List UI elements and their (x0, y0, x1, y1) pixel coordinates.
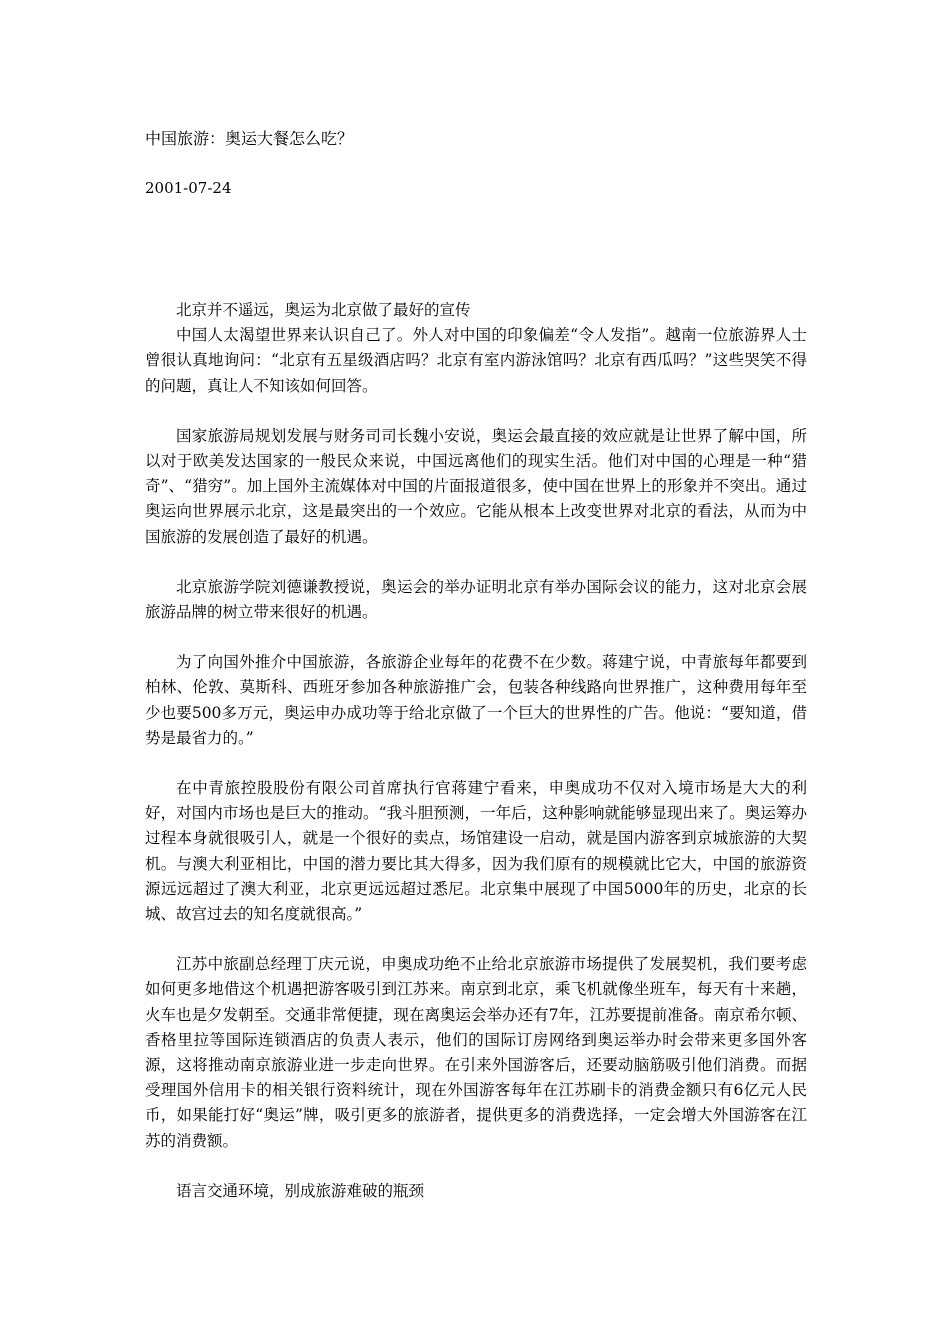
article-body (145, 298, 807, 1204)
article-date: 2001-07-24 (145, 179, 232, 197)
article-title: 中国旅游：奥运大餐怎么吃？ (145, 129, 354, 148)
section-heading-1: 北京并不遥远，奥运为北京做了最好的宣传 (176, 301, 471, 319)
body-paragraph: 北京旅游学院刘德谦教授说，奥运会的举办证明北京有举办国际会议的能力，这对北京会展旅游品牌的树立带来很好的机遇。 (145, 577, 807, 622)
body-paragraph: 江苏中旅副总经理丁庆元说，申奥成功绝不止给北京旅游市场提供了发展契机，我们要考虑如何更多地借这个机遇把游客吸引到江苏来。南京到北京，乘飞机就像坐班车，每天有十来趟，火车也是夕发朝至。交通非常便捷，现在离奥运会举办还有7年，江苏要提前准备。南京希尔顿、香格里拉等国际连锁酒店的负责人表示，他们的国际订房网络到奥运举办时会带来更多国外客源，这将推动南京旅游业进一步走向世界。在引来外国游客后，还要动脑筋吸引他们消费。而据受理国外信用卡的相关银行资料统计，现在外国游客每年在江苏刷卡的消费金额只有6亿元人民币，如果能打好“奥运”牌，吸引更多的旅游者，提供更多的消费选择，一定会增大外国游客在江苏的消费额。 (145, 955, 807, 1150)
body-paragraph: 为了向国外推介中国旅游，各旅游企业每年的花费不在少数。蒋建宁说，中青旅每年都要到柏林、伦敦、莫斯科、西班牙参加各种旅游推广会，包装各种线路向世界推广，这种费用每年至少也要500多万元，奥运申办成功等于给北京做了一个巨大的世界性的广告。他说：“要知道，借势是最省力的。” (145, 653, 807, 747)
section-heading-2: 语言交通环境，别成旅游难破的瓶颈 (176, 1181, 425, 1200)
body-paragraph: 中国人太渴望世界来认识自己了。外人对中国的印象偏差“令人发指”。越南一位旅游界人士曾很认真地询问：“北京有五星级酒店吗？北京有室内游泳馆吗？北京有西瓜吗？”这些哭笑不得的问题，真让人不知该如何回答。 (145, 326, 807, 395)
body-paragraph: 在中青旅控股股份有限公司首席执行官蒋建宁看来，申奥成功不仅对入境市场是大大的利好，对国内市场也是巨大的推动。“我斗胆预测，一年后，这种影响就能够显现出来了。奥运筹办过程本身就很吸引人，就是一个很好的卖点，场馆建设一启动，就是国内游客到京城旅游的大契机。与澳大利亚相比，中国的潜力要比其大得多，因为我们原有的规模就比它大，中国的旅游资源远远超过了澳大利亚，北京更远远超过悉尼。北京集中展现了中国5000年的历史，北京的长城、故宫过去的知名度就很高。” (145, 779, 807, 924)
body-paragraph: 国家旅游局规划发展与财务司司长魏小安说，奥运会最直接的效应就是让世界了解中国，所以对于欧美发达国家的一般民众来说，中国远离他们的现实生活。他们对中国的心理是一种“猎奇”、“猎穷”。加上国外主流媒体对中国的片面报道很多，使中国在世界上的形象并不突出。通过奥运向世界展示北京，这是最突出的一个效应。它能从根本上改变世界对北京的看法，从而为中国旅游的发展创造了最好的机遇。 (145, 426, 807, 546)
